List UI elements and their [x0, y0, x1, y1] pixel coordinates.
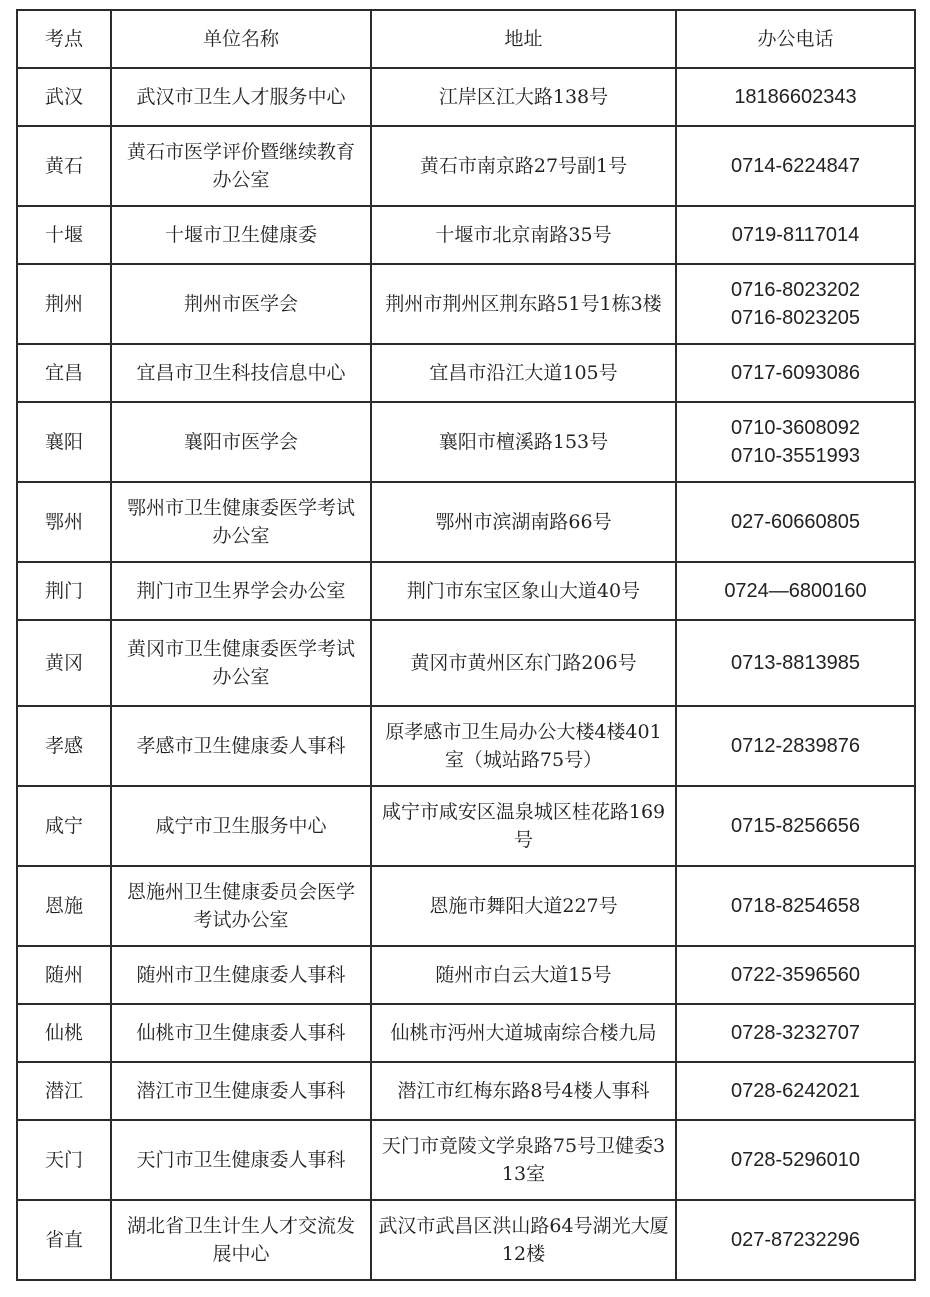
office-phone-cell	[676, 786, 915, 866]
city-cell: 省直	[17, 1200, 111, 1280]
phone-number: 0717-6093086	[730, 362, 860, 384]
header-address: 地址	[371, 10, 676, 68]
office-phone-cell	[676, 126, 915, 206]
address-cell: 随州市白云大道15号	[371, 946, 676, 1004]
phone-number: 0710-3551993	[730, 445, 860, 467]
phone-number: 0712-2839876	[730, 735, 860, 757]
address-cell: 潜江市红梅东路8号4楼人事科	[371, 1062, 676, 1120]
table-row	[17, 344, 915, 402]
table-header-row	[17, 10, 915, 68]
address-cell: 十堰市北京南路35号	[371, 206, 676, 264]
table-body	[17, 68, 915, 1280]
phone-number: 0716-8023205	[730, 307, 860, 329]
city-cell: 潜江	[17, 1062, 111, 1120]
office-phone-cell	[676, 866, 915, 946]
address-cell: 天门市竟陵文学泉路75号卫健委313室	[371, 1120, 676, 1200]
table-row	[17, 786, 915, 866]
address-cell: 宜昌市沿江大道105号	[371, 344, 676, 402]
address-cell: 荆门市东宝区象山大道40号	[371, 562, 676, 620]
city-cell: 襄阳	[17, 402, 111, 482]
table-row	[17, 1062, 915, 1120]
table-row	[17, 68, 915, 126]
table-row	[17, 1200, 915, 1280]
city-cell: 武汉	[17, 68, 111, 126]
address-cell: 荆州市荆州区荆东路51号1栋3楼	[371, 264, 676, 344]
table-row	[17, 1120, 915, 1200]
office-phone-cell	[676, 344, 915, 402]
city-cell: 恩施	[17, 866, 111, 946]
city-cell: 咸宁	[17, 786, 111, 866]
unit-name-cell: 咸宁市卫生服务中心	[111, 786, 371, 866]
office-phone-cell	[676, 946, 915, 1004]
city-cell: 孝感	[17, 706, 111, 786]
office-phone-cell	[676, 402, 915, 482]
city-cell: 黄冈	[17, 620, 111, 706]
table-row	[17, 946, 915, 1004]
office-phone-cell	[676, 264, 915, 344]
table-row	[17, 706, 915, 786]
phone-number: 0728-5296010	[730, 1149, 860, 1171]
table-row	[17, 264, 915, 344]
office-phone-cell	[676, 1200, 915, 1280]
phone-number: 0716-8023202	[730, 279, 860, 301]
header-exam-site: 考点	[17, 10, 111, 68]
unit-name-cell: 湖北省卫生计生人才交流发展中心	[111, 1200, 371, 1280]
table-row	[17, 206, 915, 264]
city-cell: 鄂州	[17, 482, 111, 562]
office-phone-cell	[676, 1120, 915, 1200]
city-cell: 宜昌	[17, 344, 111, 402]
office-phone-cell	[676, 482, 915, 562]
address-cell: 鄂州市滨湖南路66号	[371, 482, 676, 562]
address-cell: 襄阳市檀溪路153号	[371, 402, 676, 482]
unit-name-cell: 黄冈市卫生健康委医学考试办公室	[111, 620, 371, 706]
unit-name-cell: 潜江市卫生健康委人事科	[111, 1062, 371, 1120]
unit-name-cell: 宜昌市卫生科技信息中心	[111, 344, 371, 402]
unit-name-cell: 荆门市卫生界学会办公室	[111, 562, 371, 620]
unit-name-cell: 恩施州卫生健康委员会医学考试办公室	[111, 866, 371, 946]
table-row	[17, 866, 915, 946]
phone-number: 027-60660805	[730, 511, 860, 533]
address-cell: 武汉市武昌区洪山路64号湖光大厦12楼	[371, 1200, 676, 1280]
phone-number: 0728-3232707	[730, 1022, 860, 1044]
phone-number: 0719-8117014	[731, 224, 860, 246]
phone-number: 0724—6800160	[724, 580, 867, 602]
header-unit-name: 单位名称	[111, 10, 371, 68]
phone-number: 0722-3596560	[730, 964, 860, 986]
header-office-phone: 办公电话	[676, 10, 915, 68]
table-row	[17, 482, 915, 562]
unit-name-cell: 随州市卫生健康委人事科	[111, 946, 371, 1004]
office-phone-cell	[676, 68, 915, 126]
unit-name-cell: 荆州市医学会	[111, 264, 371, 344]
city-cell: 仙桃	[17, 1004, 111, 1062]
address-cell: 江岸区江大路138号	[371, 68, 676, 126]
exam-site-contact-table	[16, 9, 916, 1281]
phone-number: 0713-8813985	[730, 652, 860, 674]
table-row	[17, 126, 915, 206]
unit-name-cell: 武汉市卫生人才服务中心	[111, 68, 371, 126]
office-phone-cell	[676, 206, 915, 264]
table-row	[17, 620, 915, 706]
city-cell: 荆州	[17, 264, 111, 344]
unit-name-cell: 鄂州市卫生健康委医学考试办公室	[111, 482, 371, 562]
city-cell: 荆门	[17, 562, 111, 620]
phone-number: 027-87232296	[730, 1229, 860, 1251]
unit-name-cell: 天门市卫生健康委人事科	[111, 1120, 371, 1200]
phone-number: 0715-8256656	[730, 815, 860, 837]
address-cell: 仙桃市沔州大道城南综合楼九局	[371, 1004, 676, 1062]
office-phone-cell	[676, 1062, 915, 1120]
phone-number: 0728-6242021	[730, 1080, 860, 1102]
address-cell: 咸宁市咸安区温泉城区桂花路169号	[371, 786, 676, 866]
address-cell: 黄冈市黄州区东门路206号	[371, 620, 676, 706]
phone-number: 18186602343	[734, 86, 857, 108]
city-cell: 随州	[17, 946, 111, 1004]
office-phone-cell	[676, 620, 915, 706]
city-cell: 黄石	[17, 126, 111, 206]
phone-number: 0710-3608092	[730, 417, 860, 439]
office-phone-cell	[676, 562, 915, 620]
office-phone-cell	[676, 1004, 915, 1062]
table-row	[17, 562, 915, 620]
phone-number: 0718-8254658	[730, 895, 860, 917]
unit-name-cell: 孝感市卫生健康委人事科	[111, 706, 371, 786]
unit-name-cell: 襄阳市医学会	[111, 402, 371, 482]
address-cell: 原孝感市卫生局办公大楼4楼401室（城站路75号）	[371, 706, 676, 786]
city-cell: 天门	[17, 1120, 111, 1200]
city-cell: 十堰	[17, 206, 111, 264]
address-cell: 恩施市舞阳大道227号	[371, 866, 676, 946]
unit-name-cell: 十堰市卫生健康委	[111, 206, 371, 264]
unit-name-cell: 仙桃市卫生健康委人事科	[111, 1004, 371, 1062]
office-phone-cell	[676, 706, 915, 786]
unit-name-cell: 黄石市医学评价暨继续教育办公室	[111, 126, 371, 206]
phone-number: 0714-6224847	[730, 155, 860, 177]
address-cell: 黄石市南京路27号副1号	[371, 126, 676, 206]
table-row	[17, 1004, 915, 1062]
table-row	[17, 402, 915, 482]
